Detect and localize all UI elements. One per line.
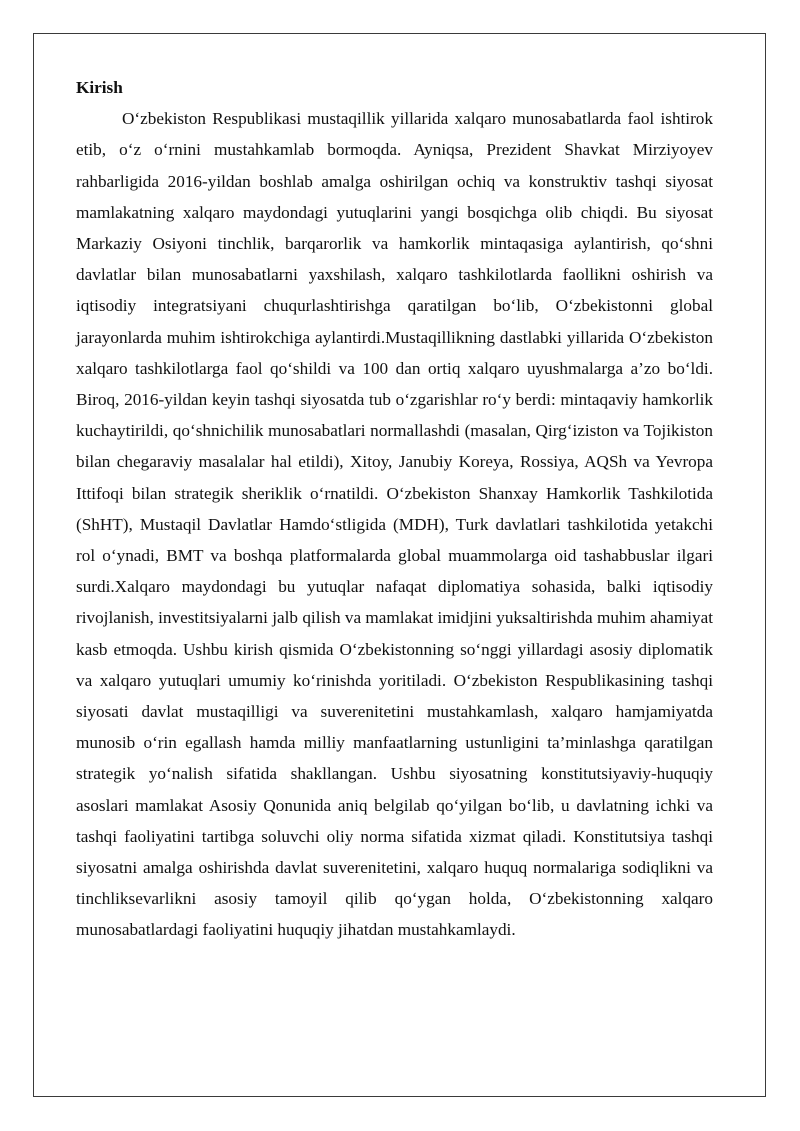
- body-paragraph: O‘zbekiston Respublikasi mustaqillik yillarida xalqaro munosabatlarda faol ishtirok etib, o‘z o‘rnini mustahkamlab bormoqda. Ayniqsa, Prezident Shavkat Mirziyoyev rahbarligida 2016-yildan boshlab amalga oshirilgan ochiq va konstruktiv tashqi siyosat mamlakatning xalqaro maydondagi yutuqlarini yangi bosqichga olib chiqdi. Bu siyosat Markaziy Osiyoni tinchlik, barqarorlik va hamkorlik mintaqasiga aylantirish, qo‘shni davlatlar bilan munosabatlarni yaxshilash, xalqaro tashkilotlarda faollikni oshirish va iqtisodiy integratsiyani chuqurlashtirishga qaratilgan bo‘lib, O‘zbekistonni global jarayonlarda muhim ishtirokchiga aylantirdi.Mustaqillikning dastlabki yillarida O‘zbekiston xalqaro tashkilotlarga faol qo‘shildi va 100 dan ortiq xalqaro uyushmalarga a’zo bo‘ldi. Biroq, 2016-yildan keyin tashqi siyosatda tub o‘zgarishlar ro‘y berdi: mintaqaviy hamkorlik kuchaytirildi, qo‘shnichilik munosabatlari normallashdi (masalan, Qirg‘iziston va Tojikiston bilan chegaraviy masalalar hal etildi), Xitoy, Janubiy Koreya, Rossiya, AQSh va Yevropa Ittifoqi bilan strategik sheriklik o‘rnatildi. O‘zbekiston Shanxay Hamkorlik Tashkilotida (ShHT), Mustaqil Davlatlar Hamdo‘stligida (MDH), Turk davlatlari tashkilotida yetakchi rol o‘ynadi, BMT va boshqa platformalarda global muammolarga oid tashabbuslar ilgari surdi.Xalqaro maydondagi bu yutuqlar nafaqat diplomatiya sohasida, balki iqtisodiy rivojlanish, investitsiyalarni jalb qilish va mamlakat imidjini yuksaltirishda muhim ahamiyat kasb etmoqda. Ushbu kirish qismida O‘zbekistonning so‘nggi yillardagi asosiy diplomatik va xalqaro yutuqlari umumiy ko‘rinishda yoritiladi. O‘zbekiston Respublikasining tashqi siyosati davlat mustaqilligi va suverenitetini mustahkamlash, xalqaro hamjamiyatda munosib o‘rin egallash hamda milliy manfaatlarning ustunligini ta’minlashga qaratilgan strategik yo‘nalish sifatida shakllangan. Ushbu siyosatning konstitutsiyaviy-huquqiy asoslari mamlakat Asosiy Qonunida aniq belgilab qo‘yilgan bo‘lib, u davlatning ichki va tashqi faoliyatini tartibga soluvchi oliy norma sifatida xizmat qiladi. Konstitutsiya tashqi siyosatni amalga oshirishda davlat suverenitetini, xalqaro huquq normalariga sodiqlikni va tinchliksevarlikni asosiy tamoyil qilib qo‘ygan holda, O‘zbekistonning xalqaro munosabatlardagi faoliyatini huquqiy jihatdan mustahkamlaydi.: [76, 109, 713, 940]
- document-body: [76, 72, 713, 946]
- section-heading: Kirish: [76, 78, 123, 97]
